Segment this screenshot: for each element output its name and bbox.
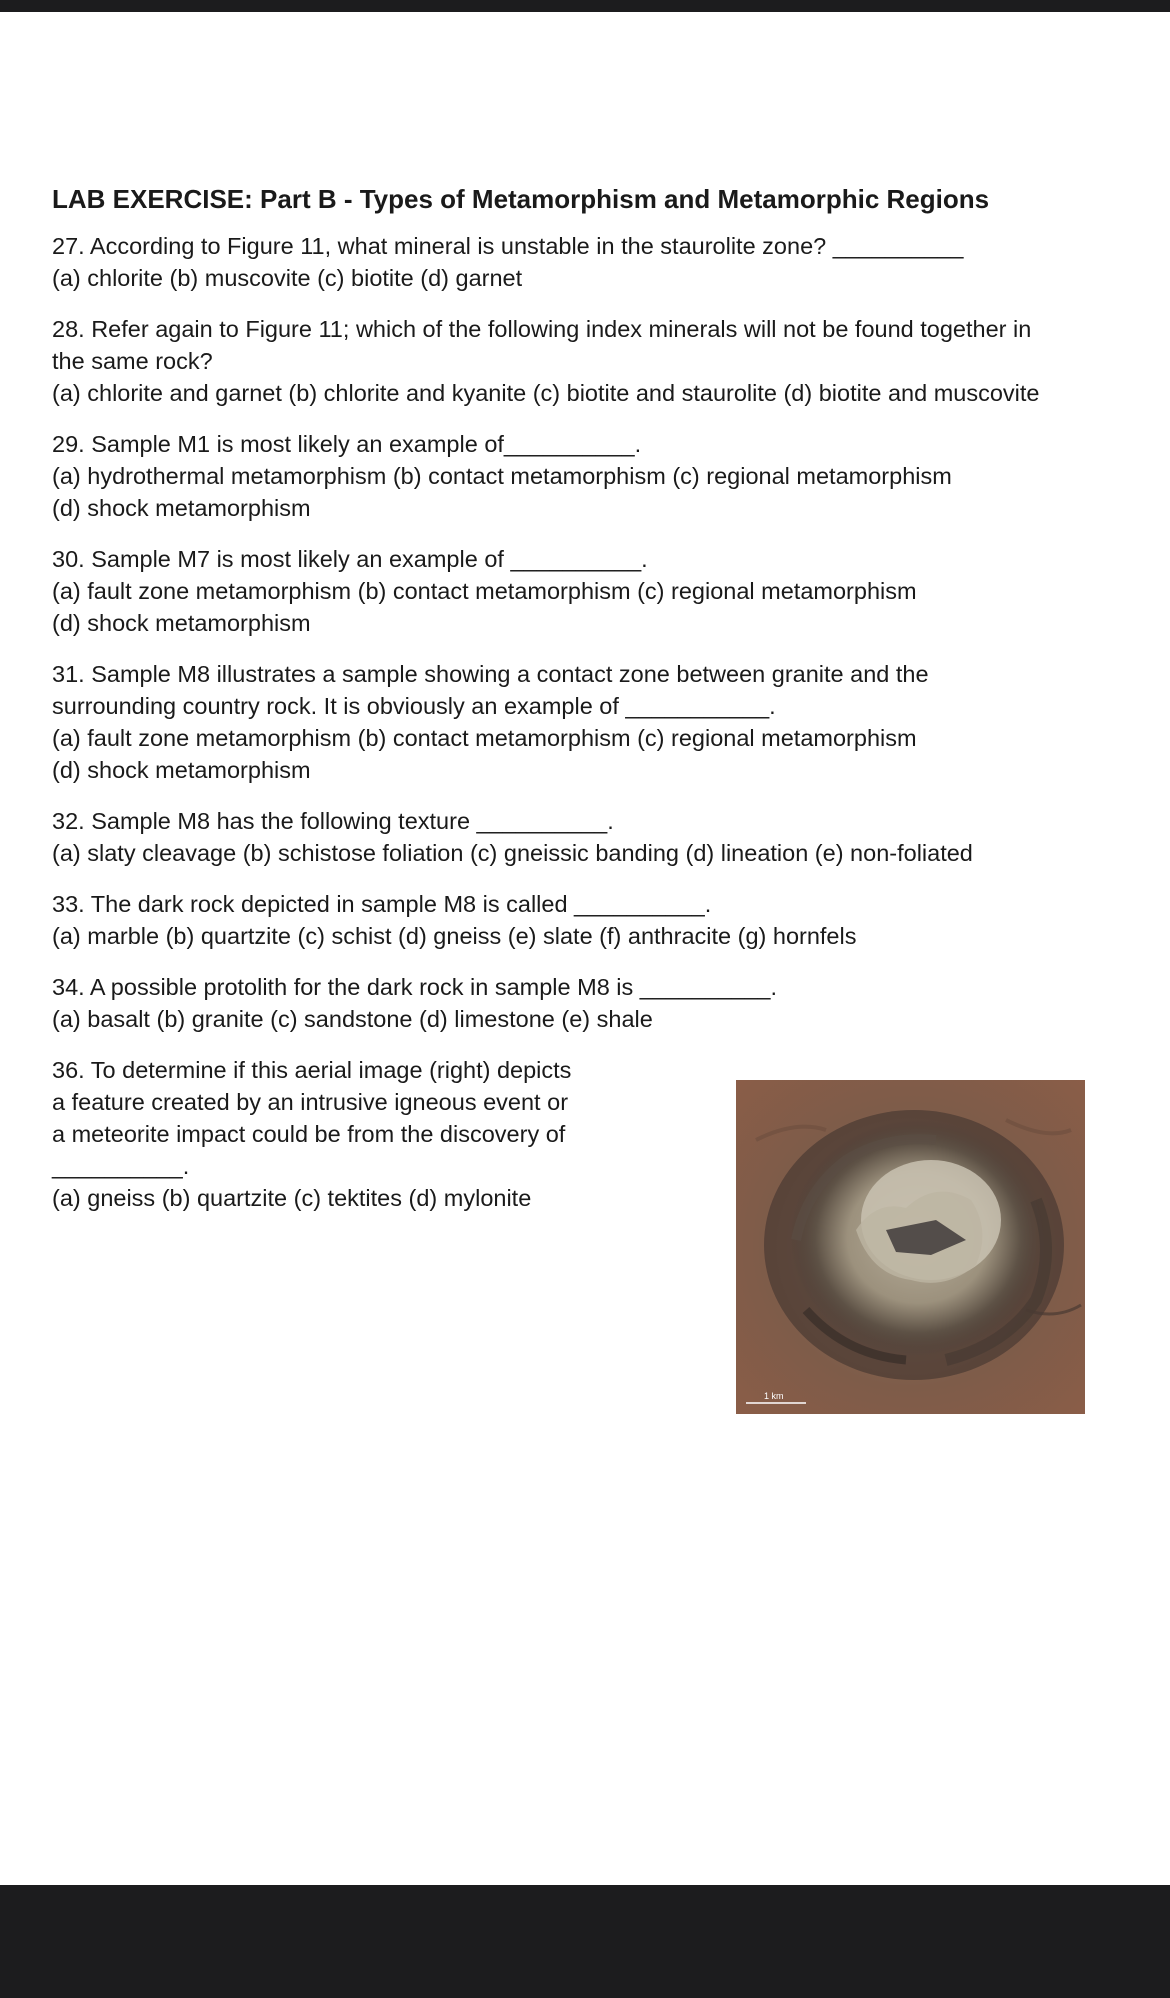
question-line: 30. Sample M7 is most likely an example of __________. <box>52 546 648 572</box>
answer-choices: (d) shock metamorphism <box>52 757 311 783</box>
question-line: 34. A possible protolith for the dark rock in sample M8 is __________. <box>52 974 778 1000</box>
answer-choices: (a) chlorite (b) muscovite (c) biotite (d) garnet <box>52 265 523 291</box>
answer-choices: (a) basalt (b) granite (c) sandstone (d) limestone (e) shale <box>52 1006 653 1032</box>
question-line: 32. Sample M8 has the following texture __________. <box>52 808 614 834</box>
question-28 <box>52 313 1162 409</box>
question-line: surrounding country rock. It is obviously an example of ___________. <box>52 693 776 719</box>
scale-label: 1 km <box>764 1391 784 1401</box>
question-line: 33. The dark rock depicted in sample M8 is called __________. <box>52 891 712 917</box>
question-33 <box>52 888 1162 952</box>
answer-blank: __________. <box>52 1153 190 1179</box>
question-line: 31. Sample M8 illustrates a sample showing a contact zone between granite and the <box>52 661 929 687</box>
answer-choices: (a) fault zone metamorphism (b) contact metamorphism (c) regional metamorphism <box>52 725 917 751</box>
worksheet-page <box>52 184 1162 1233</box>
question-line: 28. Refer again to Figure 11; which of the following index minerals will not be found together in <box>52 316 1032 342</box>
question-line: 27. According to Figure 11, what mineral is unstable in the staurolite zone? __________ <box>52 233 964 259</box>
aerial-crater-image <box>736 1080 1085 1414</box>
page-title: LAB EXERCISE: Part B - Types of Metamorphism and Metamorphic Regions <box>52 184 990 214</box>
answer-choices: (a) marble (b) quartzite (c) schist (d) gneiss (e) slate (f) anthracite (g) hornfels <box>52 923 857 949</box>
question-line: 36. To determine if this aerial image (right) depicts <box>52 1057 572 1083</box>
bottom-system-bar <box>0 1885 1170 1998</box>
question-31 <box>52 658 1162 786</box>
question-line: the same rock? <box>52 348 213 374</box>
answer-choices: (d) shock metamorphism <box>52 495 311 521</box>
answer-choices: (a) fault zone metamorphism (b) contact metamorphism (c) regional metamorphism <box>52 578 917 604</box>
top-system-bar <box>0 0 1170 12</box>
question-29 <box>52 428 1162 524</box>
answer-choices: (a) gneiss (b) quartzite (c) tektites (d) mylonite <box>52 1185 532 1211</box>
question-36 <box>52 1054 692 1214</box>
question-32 <box>52 805 1162 869</box>
answer-choices: (a) chlorite and garnet (b) chlorite and kyanite (c) biotite and staurolite (d) biotite and muscovite <box>52 380 1040 406</box>
answer-choices: (d) shock metamorphism <box>52 610 311 636</box>
question-34 <box>52 971 1162 1035</box>
question-line: a meteorite impact could be from the discovery of <box>52 1121 566 1147</box>
answer-choices: (a) hydrothermal metamorphism (b) contact metamorphism (c) regional metamorphism <box>52 463 952 489</box>
question-27 <box>52 230 1162 294</box>
question-30 <box>52 543 1162 639</box>
answer-choices: (a) slaty cleavage (b) schistose foliation (c) gneissic banding (d) lineation (e) non-foliated <box>52 840 973 866</box>
question-line: 29. Sample M1 is most likely an example of__________. <box>52 431 642 457</box>
question-line: a feature created by an intrusive igneous event or <box>52 1089 569 1115</box>
